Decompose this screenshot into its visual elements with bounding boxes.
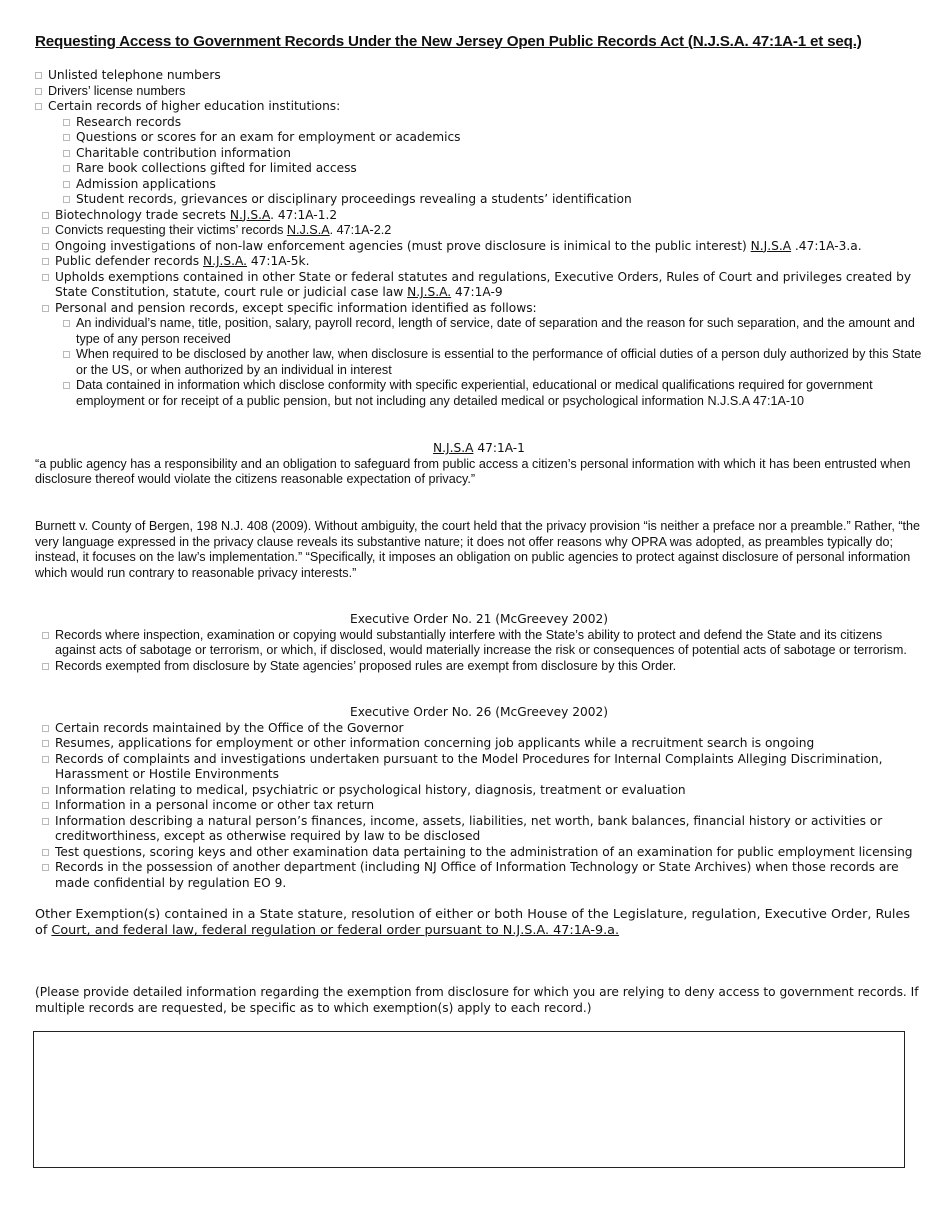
checkbox[interactable] (63, 119, 70, 126)
list-item: Charitable contribution information (63, 146, 923, 162)
list-item: Information relating to medical, psychiatric or psychological history, diagnosis, treatment or evaluation (42, 783, 923, 799)
checkbox[interactable] (42, 725, 49, 732)
checkbox[interactable] (63, 351, 70, 358)
list-item: Convicts requesting their victims’ records N.J.S.A. 47:1A-2.2 (42, 223, 923, 239)
checkbox[interactable] (42, 787, 49, 794)
checkbox[interactable] (63, 165, 70, 172)
checkbox[interactable] (35, 72, 42, 79)
checkbox[interactable] (42, 305, 49, 312)
checkbox[interactable] (35, 103, 42, 110)
checkbox[interactable] (35, 88, 42, 95)
other-exemptions-line: Other Exemption(s) contained in a State stature, resolution of either or both House of the Legislature, regulation, Executive Order, Rules (35, 907, 911, 922)
checkbox[interactable] (42, 802, 49, 809)
burnett-case-section (35, 519, 923, 581)
exemption-details-textbox[interactable] (33, 1031, 905, 1168)
list-item: Research records (63, 115, 923, 131)
checkbox[interactable] (42, 818, 49, 825)
eo21-section (35, 612, 923, 674)
other-exemptions-section (35, 907, 923, 939)
section-heading: Executive Order No. 21 (McGreevey 2002) (350, 612, 608, 626)
list-item: Rare book collections gifted for limited access (63, 161, 923, 177)
list-item: Records exempted from disclosure by State agencies’ proposed rules are exempt from disclosure by this Order. (42, 659, 923, 675)
list-item: Resumes, applications for employment or other information concerning job applicants while a recruitment search is ongoing (42, 736, 923, 752)
list-item: Student records, grievances or disciplinary proceedings revealing a students’ identification (63, 192, 923, 208)
page-title: Requesting Access to Government Records Under the New Jersey Open Public Records Act (N.J.S.A. 47:1A-1 et seq.) (35, 33, 862, 50)
checkbox[interactable] (63, 150, 70, 157)
list-item: Data contained in information which disclose conformity with specific experiential, educational or medical qualifications required for government employment or for receipt of a public pension, but not including any detailed medical or psychological information N.J.S.A 47:1A-10 (63, 378, 923, 409)
checkbox[interactable] (42, 864, 49, 871)
list-item: Information in a personal income or other tax return (42, 798, 923, 814)
instructions-text: (Please provide detailed information regarding the exemption from disclosure for which you are relying to deny access to government records. If multiple records are requested, be specific as to which exemption(s) apply to each record.) (35, 985, 919, 1015)
other-exemptions-line: of Court, and federal law, federal regulation or federal order pursuant to N.J.S.A. 47:1A-9.a. (35, 923, 620, 938)
list-item: An individual’s name, title, position, salary, payroll record, length of service, date of separation and the reason for such separation, and the amount and type of any person received (63, 316, 923, 347)
list-item: Admission applications (63, 177, 923, 193)
list-item: Questions or scores for an exam for employment or academics (63, 130, 923, 146)
list-item: Unlisted telephone numbers (35, 68, 923, 84)
list-item: When required to be disclosed by another law, when disclosure is essential to the performance of official duties of a person duly authorized by this State or the US, or when authorized by an individual in interest (63, 347, 923, 378)
instructions-section (35, 985, 923, 1016)
list-item: Upholds exemptions contained in other State or federal statutes and regulations, Executive Orders, Rules of Court and privileges created by State Constitution, statute, court rule or judicial case law N.J.S.A. 47:1A-9 (42, 270, 923, 301)
checkbox[interactable] (42, 243, 49, 250)
checkbox[interactable] (63, 134, 70, 141)
list-item: Certain records of higher education institutions: (35, 99, 923, 115)
checkbox[interactable] (42, 274, 49, 281)
checkbox[interactable] (63, 382, 70, 389)
checkbox[interactable] (42, 849, 49, 856)
section-heading: N.J.S.A 47:1A-1 (433, 441, 525, 455)
quote-text: “a public agency has a responsibility and an obligation to safeguard from public access a citizen’s personal information with which it has been entrusted when disclosure thereof would violate the citizens reasonable expectation of privacy.” (35, 456, 911, 486)
checkbox[interactable] (63, 181, 70, 188)
checkbox[interactable] (63, 320, 70, 327)
list-item: Information describing a natural person’s finances, income, assets, liabilities, net worth, bank balances, financial history or activities or creditworthiness, except as otherwise required by law to be disclosed (42, 814, 923, 845)
eo26-section (35, 705, 923, 891)
list-item: Ongoing investigations of non-law enforcement agencies (must prove disclosure is inimical to the public interest) N.J.S.A .47:1A-3.a. (42, 239, 923, 255)
list-item: Drivers’ license numbers (35, 84, 923, 100)
list-item: Test questions, scoring keys and other examination data pertaining to the administration of an examination for public employment licensing (42, 845, 923, 861)
list-item: Records in the possession of another department (including NJ Office of Information Technology or State Archives) when those records are made confidential by regulation EO 9. (42, 860, 923, 891)
list-item: Records of complaints and investigations undertaken pursuant to the Model Procedures for Internal Complaints Alleging Discrimination, Harassment or Hostile Environments (42, 752, 923, 783)
checkbox[interactable] (42, 632, 49, 639)
checkbox[interactable] (42, 663, 49, 670)
list-item: Personal and pension records, except specific information identified as follows: (42, 301, 923, 317)
exemption-list-basic (35, 68, 923, 409)
checkbox[interactable] (42, 227, 49, 234)
checkbox[interactable] (42, 212, 49, 219)
checkbox[interactable] (63, 196, 70, 203)
checkbox[interactable] (42, 740, 49, 747)
case-text: Burnett v. County of Bergen, 198 N.J. 408 (2009). Without ambiguity, the court held that the privacy provision “is neither a preface nor a preamble.” Rather, “the very language expressed in the privacy clause reveals its substantive nature; it does not offer reasons why OPRA was adopted, as preambles typically do; instead, it focuses on the law’s implementation.” “Specifically, it imposes an obligation on public agencies to protect against disclosure of personal information which would run contrary to reasonable privacy interests.” (35, 519, 921, 580)
list-item: Certain records maintained by the Office of the Governor (42, 721, 923, 737)
list-item: Biotechnology trade secrets N.J.S.A. 47:1A-1.2 (42, 208, 923, 224)
list-item: Records where inspection, examination or copying would substantially interfere with the State’s ability to protect and defend the State and its citizens against acts of sabotage or terrorism, or which, if disclosed, would materially increase the risk or consequences of potential acts of sabotage or terrorism. (42, 628, 923, 659)
section-heading: Executive Order No. 26 (McGreevey 2002) (350, 705, 608, 719)
checkbox[interactable] (42, 258, 49, 265)
njsa-quote-section (35, 441, 923, 488)
list-item: Public defender records N.J.S.A. 47:1A-5k. (42, 254, 923, 270)
checkbox[interactable] (42, 756, 49, 763)
